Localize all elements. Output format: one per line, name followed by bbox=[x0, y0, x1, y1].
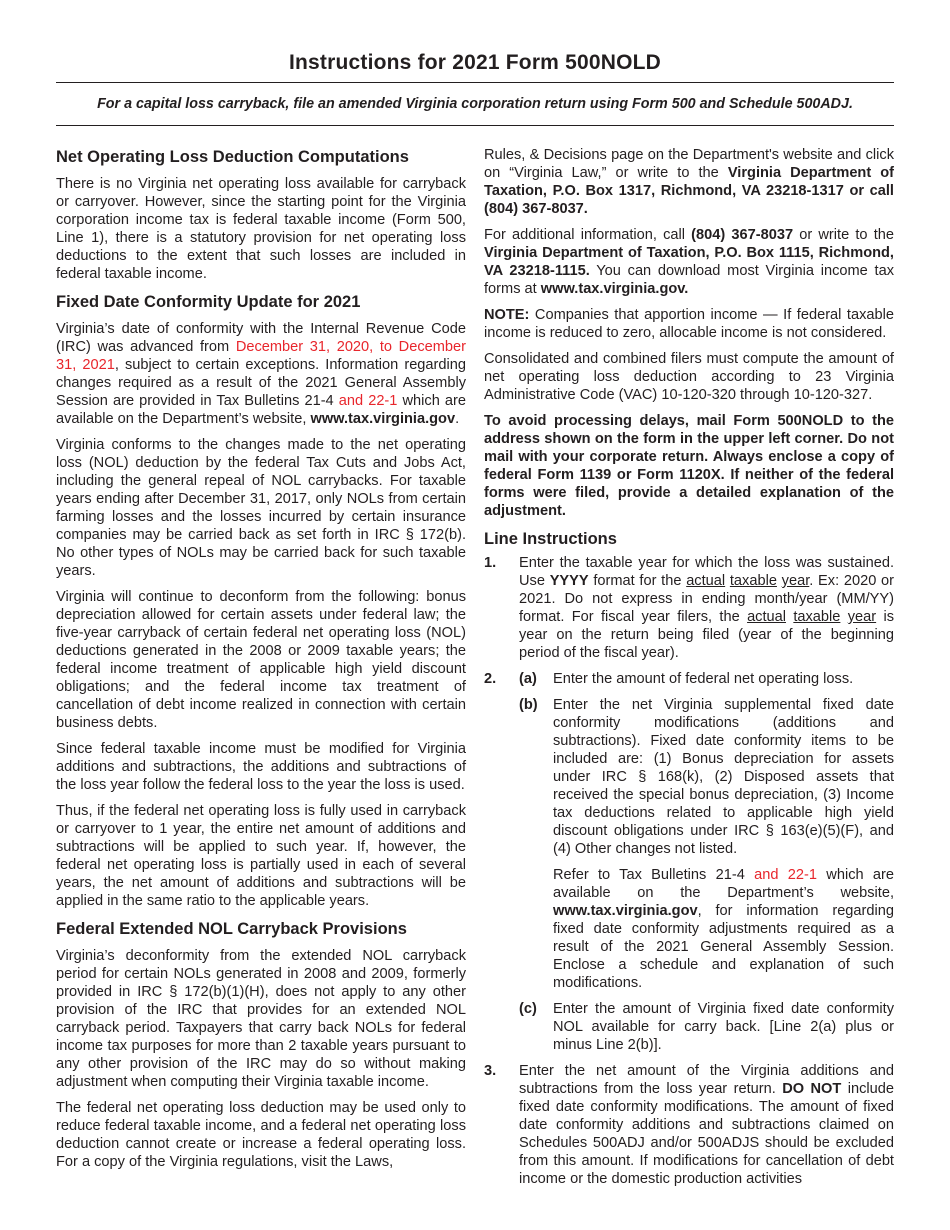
line-2a: (a) Enter the amount of federal net operating loss. bbox=[519, 671, 854, 687]
website-link[interactable]: www.tax.virginia.gov bbox=[310, 411, 456, 427]
para-additional-info: For additional information, call (804) 367-8037 or write to the Virginia Department of Taxation, P.O. Box 1115, Richmond, VA 23218-1115. You can download most Virginia income tax forms at www.tax.virginia.gov. bbox=[484, 227, 894, 297]
capital-loss-notice: For a capital loss carryback, file an amended Virginia corporation return using Form 500 and Schedule 500ADJ. bbox=[97, 96, 853, 112]
heading-fixed-date-conformity: Fixed Date Conformity Update for 2021 bbox=[56, 293, 361, 311]
para-consolidated: Consolidated and combined filers must compute the amount of net operating loss deduction according to 23 Virginia Administrative Code (VAC) 10-120-320 through 10-120-327. bbox=[484, 351, 894, 403]
forms-website-link[interactable]: www.tax.virginia.gov. bbox=[540, 281, 689, 297]
bulletin-highlight: and 22-1 bbox=[338, 393, 398, 409]
line-3-instruction: 3. Enter the net amount of the Virginia additions and subtractions from the loss year return. DO NOT include fixed date conformity modifications. The amount of fixed date conformity additions and subtractions claimed on Schedules 500ADJ and/or 500ADJS should be excluded from this amount. If modifications for cancellation of debt income or the domestic production activities bbox=[484, 1063, 894, 1187]
para-thus: Thus, if the federal net operating loss is fully used in carryback or carryover to 1 year, the entire net amount of additions and subtractions will be applied to such year. If, however, the federal net operating loss is partially used in each of several years, the net amount of additions and subtractions will be applied in the same ratio to the applicable years. bbox=[56, 803, 466, 909]
para-federal-nol: The federal net operating loss deduction may be used only to reduce federal taxable income, and a federal net operating loss deduction cannot create or increase a federal operating loss. For a copy of the Virginia regulations, visit the Laws, bbox=[56, 1100, 466, 1170]
heading-nol-deduction: Net Operating Loss Deduction Computations bbox=[56, 148, 409, 166]
right-column bbox=[484, 146, 894, 1196]
para-regulations: Rules, & Decisions page on the Department's website and click on “Virginia Law,” or write to the Virginia Department of Taxation, P.O. Box 1317, Richmond, VA 23218-1317 or call (804) 367-8037. bbox=[484, 147, 895, 217]
line-2-instruction: 2. (a) Enter the amount of federal net operating loss. (b) Enter the net Virginia supplemental fixed date conformity modifications (additions and subtractions). Fixed date conformity items to be included are: (1) Bonus depreciation for assets under IRC § 168(k), (2) Disposed assets that received the special bonus depreciation, (3) Income tax deductions related to applicable high yield discount obligations under IRC § 163(e)(5)(F), and (4) Other changes not listed. Refer to Tax Bulletins 21-4 and 22-1 which are available on the Department’s website, www.tax.virginia.gov, for information regarding fixed date conformity adjustments required as a result of the 2021 General Assembly Session. Enclose a schedule and explanation of such modifications. (c) Enter the amount of Virginia fixed date conformity NOL available for carry back. [Line 2(a) plus or minus Line 2(b)]. bbox=[484, 671, 894, 1053]
para-tcja: Virginia conforms to the changes made to the net operating loss (NOL) deduction by the federal Tax Cuts and Jobs Act, including the general repeal of NOL carrybacks. For taxable years ending after December 31, 2017, only NOLs from certain farming losses and the losses incurred by certain insurance companies may be carried back as set forth in IRC § 172(b). No other types of NOLs may be carried back for such taxable years. bbox=[56, 437, 466, 579]
line-2c: (c) Enter the amount of Virginia fixed date conformity NOL available for carry back. [Line 2(a) plus or minus Line 2(b)]. bbox=[519, 1001, 894, 1053]
para-deconform: Virginia will continue to deconform from the following: bonus depreciation allowed for certain assets under federal law; the five-year carryback of certain federal net operating loss (NOL) deductions generated in the 2008 or 2009 taxable years; the federal income treatment of applicable high yield discount obligations; and the federal income tax treatment of cancellation of debt income realized in connection with certain business debts. bbox=[56, 589, 466, 731]
notice-divider bbox=[56, 125, 894, 126]
bulletin-website-link[interactable]: www.tax.virginia.gov bbox=[553, 903, 698, 919]
para-fixed-date: Virginia’s date of conformity with the Internal Revenue Code (IRC) was advanced from December 31, 2020, to December 31, 2021, subject to certain exceptions. Information regarding changes required as a result of the 2021 General Assembly Session are provided in Tax Bulletins 21-4 and 22-1 which are available on the Department’s website, www.tax.virginia.gov. bbox=[56, 321, 466, 427]
page-title: Instructions for 2021 Form 500NOLD bbox=[288, 51, 662, 74]
para-mailing-warning: To avoid processing delays, mail Form 500NOLD to the address shown on the form in the upper left corner. Do not mail with your corporate return. Always enclose a copy of federal Form 1139 or Form 1120X. If neither of the federal forms were filed, provide a detailed explanation of the adjustment. bbox=[484, 413, 894, 519]
line-2b: (b) Enter the net Virginia supplemental fixed date conformity modifications (additions and subtractions). Fixed date conformity items to be included are: (1) Bonus depreciation for assets under IRC § 168(k), (2) Disposed assets that received the special bonus depreciation, (3) Income tax deductions related to applicable high yield discount obligations under IRC § 163(e)(5)(F), and (4) Other changes not listed. Refer to Tax Bulletins 21-4 and 22-1 which are available on the Department’s website, www.tax.virginia.gov, for information regarding fixed date conformity adjustments required as a result of the 2021 General Assembly Session. Enclose a schedule and explanation of such modifications. bbox=[519, 697, 894, 991]
line-1-instruction: 1. Enter the taxable year for which the loss was sustained. Use YYYY format for the actual taxable year. Ex: 2020 or 2021. Do not express in ending month/year (MM/YY) format. For fiscal year filers, the actual taxable year is year on the return being filed (year of the beginning period of the fiscal year). bbox=[484, 555, 895, 661]
conformity-date-highlight: December 31, 2020, to December 31, 2021 bbox=[56, 339, 466, 373]
phone-number: (804) 367-8037 bbox=[691, 227, 794, 243]
para-since: Since federal taxable income must be modified for Virginia additions and subtractions, the additions and subtractions of the loss year follow the federal loss to the year the loss is used. bbox=[56, 741, 466, 793]
para-note: NOTE: Companies that apportion income — If federal taxable income is reduced to zero, allocable income is not considered. bbox=[484, 307, 894, 341]
para-extended-nol: Virginia’s deconformity from the extended NOL carryback period for certain NOLs generated in 2008 and 2009, formerly provided in IRC § 172(b)(1)(H), does not apply to any other provision of the IRC that provides for an extended NOL carryback period. Taxpayers that carry back NOLs for federal income tax purposes for more than 2 taxable years pursuant to any other provision of the IRC may do so without making adjustment when computing their Virginia taxable income. bbox=[56, 948, 466, 1090]
heading-line-instructions: Line Instructions bbox=[484, 530, 617, 548]
heading-extended-nol: Federal Extended NOL Carryback Provisions bbox=[56, 920, 407, 938]
left-column bbox=[56, 146, 466, 1179]
para-nol: There is no Virginia net operating loss available for carryback or carryover. However, since the starting point for the Virginia corporation income tax is federal taxable income (Form 500, Line 1), there is a statutory provision for net operating loss deductions to the extent that such losses are included in federal taxable income. bbox=[56, 176, 466, 282]
line-2b-reference: Refer to Tax Bulletins 21-4 and 22-1 which are available on the Department’s website, www.tax.virginia.gov, for information regarding fixed date conformity adjustments required as a result of the 2021 General Assembly Session. Enclose a schedule and explanation of such modifications. bbox=[553, 867, 894, 991]
title-divider bbox=[56, 82, 894, 83]
